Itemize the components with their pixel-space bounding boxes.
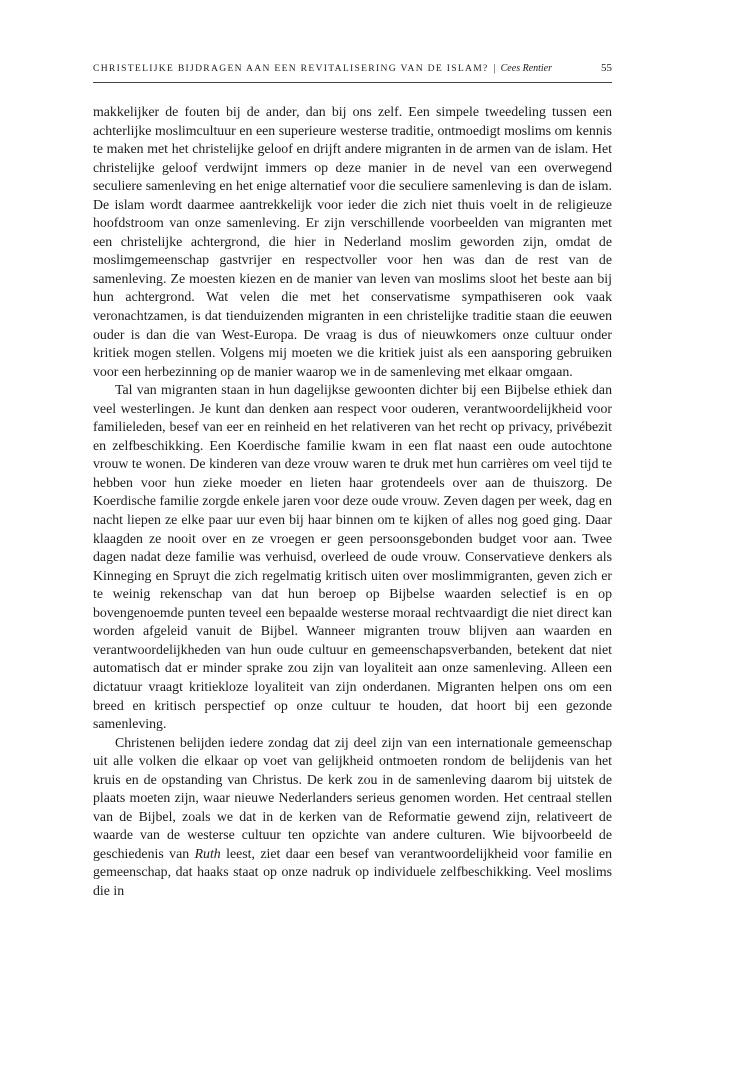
paragraph-3-text-before: Christenen belijden iedere zondag dat zij deel zijn van een internationale gemeenschap uit alle volken die elkaar op voet van gelijkheid ontmoeten rondom de belijdenis van het kruis en de opstanding van Christus. De kerk zou in de samenleving daarom bij uitstek de plaats moeten zijn, waar nieuwe Nederlanders serieus genomen worden. Het centraal stellen van de Bijbel, zoals we dat in de kerken van de Reformatie gewend zijn, relativeert de waarde van de westerse cultuur ten opzichte van andere culturen. Wie bijvoorbeeld de geschiedenis van — [93, 734, 612, 861]
ruth-italic: Ruth — [194, 845, 221, 861]
running-author: Cees Rentier — [500, 63, 553, 74]
paragraph-3-text-after: leest, ziet daar een besef van verantwoordelijkheid voor familie en gemeenschap, dat haaks staat op onze nadruk op individuele zelfbeschikking. Veel moslims die in — [93, 845, 612, 898]
paragraph-1: makkelijker de fouten bij de ander, dan bij ons zelf. Een simpele tweedeling tussen een achterlijke moslimcultuur en een superieure westerse traditie, ontmoedigt moslims om kennis te maken met het christelijke geloof en drijft andere migranten in de armen van de islam. Het christelijke geloof verdwijnt immers op deze manier in de nevel van een overwegend seculiere samenleving en het enige alternatief voor die seculiere samenleving is dan de islam. De islam wordt daarmee aantrekkelijk voor ieder die zich niet thuis voelt in de religieuze hoofdstroom van onze samenleving. Er zijn verschillende voorbeelden van migranten met een christelijke achtergrond, die hier in Nederland moslim geworden zijn, omdat de moslimgemeenschap gastvrijer en respectvoller voor hen was dan de rest van de samenleving. Ze moesten kiezen en de manier van leven van moslims sloot het beste aan bij hun achtergrond. Wat velen die met het conservatisme sympathiseren ook vaak veronachtzamen, is dat tienduizenden migranten in een christelijke traditie staan die eeuwen ouder is dan die van West-Europa. De vraag is dus of nieuwkomers onze cultuur onder kritiek mogen stellen. Volgens mij moeten we die kritiek juist als een aansporing gebruiken voor een herbezinning op de manier waarop we in de samenleving met elkaar omgaan. — [93, 104, 612, 379]
running-header — [93, 62, 612, 78]
running-title: CHRISTELIJKE BIJDRAGEN AAN EEN REVITALISERING VAN DE ISLAM? — [93, 63, 489, 74]
header-separator: | — [493, 63, 496, 74]
header-rule — [93, 82, 612, 83]
paragraph-2: Tal van migranten staan in hun dagelijkse gewoonten dichter bij een Bijbelse ethiek dan veel westerlingen. Je kunt dan denken aan respect voor ouderen, verantwoordelijkheid voor familieleden, besef van eer en reinheid en het relativeren van het recht op privacy, privébezit en zelfbeschikking. Een Koerdische familie kwam in een flat naast een oude autochtone vrouw te wonen. De kinderen van deze vrouw waren te druk met hun carrières om veel tijd te hebben voor hun zieke moeder en lieten haar grotendeels over aan de thuiszorg. De Koerdische familie zorgde enkele jaren voor deze oude vrouw. Zeven dagen per week, dag en nacht liepen ze elke paar uur even bij haar binnen om te kijken of alles nog goed ging. Daar klaagden ze nooit over en ze vroegen er geen persoonsgebonden budget voor aan. Twee dagen nadat deze familie was verhuisd, overleed de oude vrouw. Conservatieve denkers als Kinneging en Spruyt die zich regelmatig kritisch uiten over moslimmigranten, geven zich er te weinig rekenschap van dat hun beroep op Bijbelse waarden selectief is en op bovengenoemde punten teveel een bepaalde westerse moraal rechtvaardigt die niet direct kan worden afgeleid vanuit de Bijbel. Wanneer migranten trouw blijven aan waarden en verantwoordelijkheden van hun oude cultuur en gemeenschapsverbanden, betekent dat niet automatisch dat er minder sprake zou zijn van loyaliteit aan onze samenleving. Alleen een dictatuur vraagt kritiekloze loyaliteit van zijn onderdanen. Migranten helpen ons om een breed en kritisch perspectief op onze cultuur te houden, dat hoort bij een gezonde samenleving. — [93, 382, 612, 732]
paragraph-3 — [93, 734, 612, 901]
page-number: 55 — [601, 62, 612, 74]
body-text — [93, 103, 612, 901]
